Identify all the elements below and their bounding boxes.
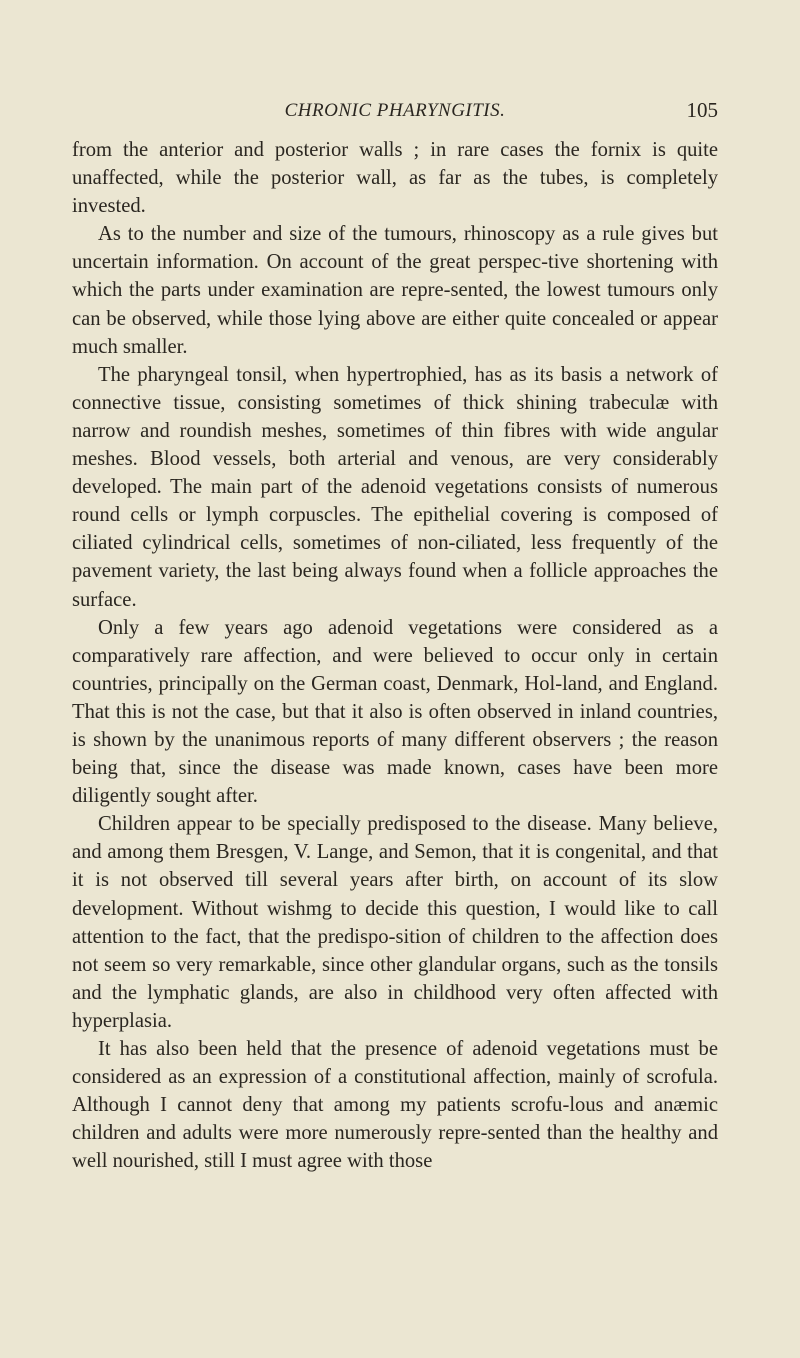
page-number: 105 bbox=[686, 98, 718, 122]
body-text bbox=[72, 136, 718, 1175]
paragraph: It has also been held that the presence of adenoid vegetations must be considered as an expression of a constitutional affection, mainly of scrofula. Although I cannot deny that among my patients scrofu-lous and anæmic children and adults were more numerously repre-sented than the healthy and well nourished, still I must agree with those bbox=[72, 1038, 718, 1173]
paragraph: from the anterior and posterior walls ; in rare cases the fornix is quite unaffected, while the posterior wall, as far as the tubes, is completely invested. bbox=[72, 139, 718, 218]
paragraph: The pharyngeal tonsil, when hypertrophied, has as its basis a network of connective tissue, consisting sometimes of thick shining trabeculæ with narrow and roundish meshes, sometimes of thin fibres with wide angular meshes. Blood vessels, both arterial and venous, are very considerably developed. The main part of the adenoid vegetations consists of numerous round cells or lymph corpuscles. The epithelial covering is composed of ciliated cylindrical cells, sometimes of non-ciliated, less frequently of the pavement variety, the last being always found when a follicle approaches the surface. bbox=[72, 363, 718, 611]
running-title: CHRONIC PHARYNGITIS. bbox=[284, 100, 506, 121]
paragraph: As to the number and size of the tumours, rhinoscopy as a rule gives but uncertain information. On account of the great perspec-tive shortening with which the parts under examination are repre-sented, the lowest tumours only can be observed, while those lying above are either quite concealed or appear much smaller. bbox=[72, 223, 718, 358]
paragraph: Children appear to be specially predisposed to the disease. Many believe, and among them Bresgen, V. Lange, and Semon, that it is congenital, and that it is not observed till several years after birth, on account of its slow development. Without wishmg to decide this question, I would like to call attention to the fact, that the predispo-sition of children to the affection does not seem so very remarkable, since other glandular organs, such as the tonsils and the lymphatic glands, are also in childhood very often affected with hyperplasia. bbox=[72, 813, 718, 1032]
paragraph: Only a few years ago adenoid vegetations were considered as a comparatively rare affection, and were believed to occur only in certain countries, principally on the German coast, Denmark, Hol-land, and England. That this is not the case, but that it also is often observed in inland countries, is shown by the unanimous reports of many different observers ; the reason being that, since the disease was made known, cases have been more diligently sought after. bbox=[72, 616, 718, 808]
running-head bbox=[72, 100, 718, 130]
